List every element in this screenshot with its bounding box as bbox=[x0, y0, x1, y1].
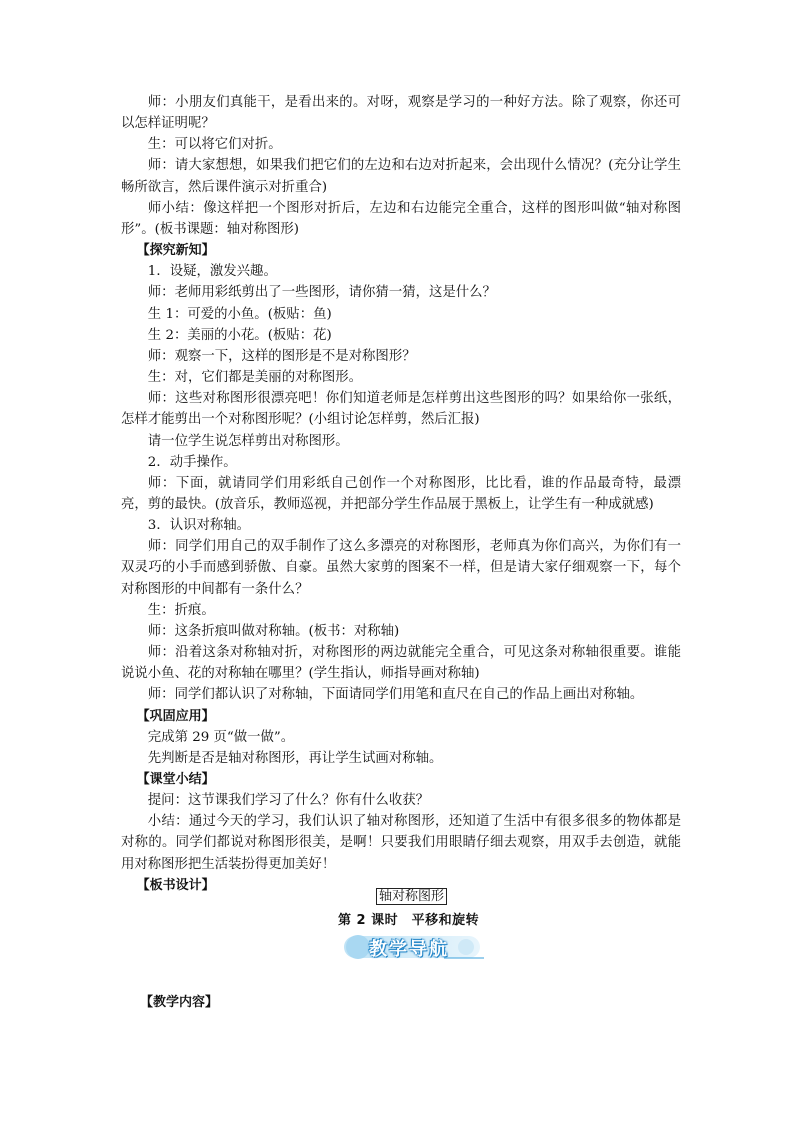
paragraph: 1．设疑，激发兴趣。 bbox=[147, 264, 277, 280]
paragraph: 完成第 29 页“做一做”。 bbox=[147, 729, 295, 745]
paragraph: 小结：通过今天的学习，我们认识了轴对称图形，还知道了生活中有很多很多的物体都是对称的。同学们都说对称图形很美，是啊！只要我们用眼睛仔细去观察，用双手去创造，就能用对称图形把生活装扮得更加美好！ bbox=[121, 814, 681, 872]
section-heading: 【巩固应用】 bbox=[136, 708, 215, 724]
lesson-title: 第 2 课时 平移和旋转 bbox=[338, 913, 480, 928]
paragraph: 师：小朋友们真能干，是看出来的。对呀，观察是学习的一种好方法。除了观察，你还可以怎样证明呢？ bbox=[121, 95, 681, 132]
paragraph: 2．动手操作。 bbox=[147, 454, 237, 470]
board-title: 轴对称图形 bbox=[376, 888, 447, 905]
section-heading: 【板书设计】 bbox=[136, 877, 215, 893]
paragraph: 生：对，它们都是美丽的对称图形。 bbox=[147, 370, 363, 386]
section-teaching-content: 【教学内容】 bbox=[140, 995, 219, 1010]
paragraph: 生：折痕。 bbox=[147, 602, 215, 618]
paragraph: 师小结：像这样把一个图形对折后，左边和右边能完全重合，这样的图形叫做“轴对称图形”。(板书课题：轴对称图形) bbox=[121, 200, 681, 237]
paragraph: 师：这条折痕叫做对称轴。(板书：对称轴) bbox=[147, 623, 400, 639]
paragraph: 师：同学们用自己的双手制作了这么多漂亮的对称图形，老师真为你们高兴，为你们有一双灵巧的小手而感到骄傲、自豪。虽然大家剪的图案不一样，但是请大家仔细观察一下，每个对称图形的中间都有一条什么？ bbox=[121, 539, 681, 597]
paragraph: 提问：这节课我们学习了什么？你有什么收获？ bbox=[147, 793, 429, 809]
paragraph: 师：请大家想想，如果我们把它们的左边和右边对折起来，会出现什么情况？(充分让学生畅所欲言，然后课件演示对折重合) bbox=[121, 158, 681, 195]
paragraph: 师：这些对称图形很漂亮吧！你们知道老师是怎样剪出这些图形的吗？如果给你一张纸，怎样才能剪出一个对称图形呢？(小组讨论怎样剪，然后汇报) bbox=[121, 391, 681, 428]
paragraph: 师：沿着这条对称轴对折，对称图形的两边就能完全重合，可见这条对称轴很重要。谁能说说小鱼、花的对称轴在哪里？(学生指认，师指导画对称轴) bbox=[121, 645, 681, 682]
paragraph: 请一位学生说怎样剪出对称图形。 bbox=[147, 433, 349, 449]
banner-text: 教学导航 bbox=[369, 939, 449, 960]
paragraph: 先判断是否是轴对称图形，再让学生试画对称轴。 bbox=[147, 750, 443, 766]
paragraph: 生 2：美丽的小花。(板贴：花) bbox=[147, 327, 332, 343]
section-heading: 【课堂小结】 bbox=[136, 772, 215, 787]
body-text bbox=[121, 92, 681, 896]
paragraph: 师：观察一下，这样的图形是不是对称图形？ bbox=[147, 348, 416, 364]
paragraph: 师：下面，就请同学们用彩纸自己创作一个对称图形，比比看，谁的作品最奇特，最漂亮，剪的最快。(放音乐，教师巡视，并把部分学生作品展于黑板上，让学生有一种成就感) bbox=[121, 475, 681, 512]
paragraph: 生 1：可爱的小鱼。(板贴：鱼) bbox=[147, 306, 332, 322]
paragraph: 师：同学们都认识了对称轴，下面请同学们用笔和直尺在自己的作品上画出对称轴。 bbox=[147, 687, 644, 703]
paragraph: 生：可以将它们对折。 bbox=[147, 137, 282, 153]
paragraph: 师：老师用彩纸剪出了一些图形，请你猜一猜，这是什么？ bbox=[147, 285, 496, 301]
section-heading: 【探究新知】 bbox=[136, 243, 215, 259]
paragraph: 3．认识对称轴。 bbox=[147, 518, 251, 534]
